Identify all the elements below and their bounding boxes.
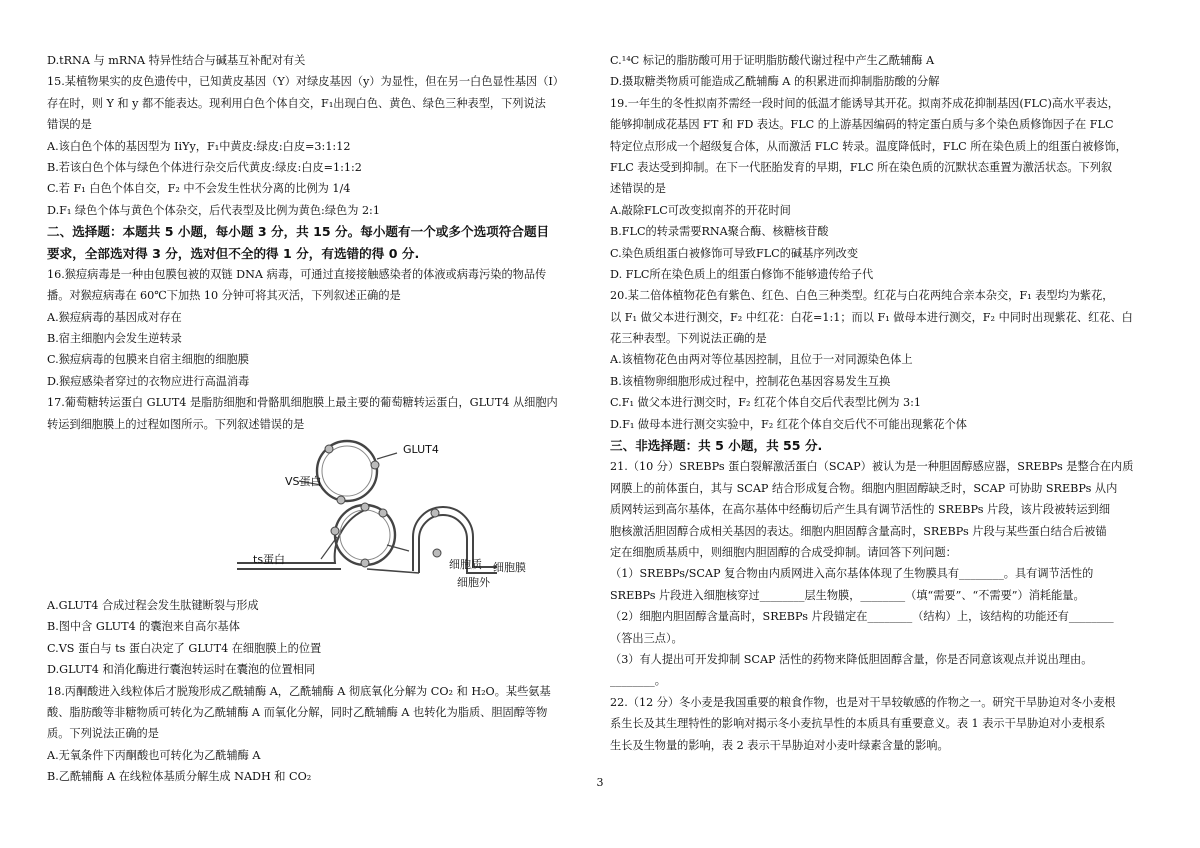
text-line: B.图中含 GLUT4 的囊泡来自高尔基体 bbox=[47, 620, 240, 634]
text-line: D.猴痘感染者穿过的衣物应进行高温消毒 bbox=[47, 374, 250, 388]
text-line: 系生长及其生理特性的影响对揭示冬小麦抗旱性的本质具有重要意义。表 1 表示干旱胁迫对小麦根系 bbox=[610, 717, 1106, 731]
text-line: 能够抑制成花基因 FT 和 FD 表达。FLC 的上游基因编码的特定蛋白质与多个染色质修饰因子在 FLC bbox=[610, 118, 1114, 132]
text-line: B.FLC的转录需要RNA聚合酶、核糖核苷酸 bbox=[610, 225, 829, 239]
text-line: 18.丙酮酸进入线粒体后才脱羧形成乙酰辅酶 A，乙酰辅酶 A 彻底氧化分解为 CO₂ 和 H₂O。某些氨基 bbox=[47, 684, 551, 698]
text-line: A.该白色个体的基因型为 IiYy，F₁中黄皮:绿皮:白皮=3:1:12 bbox=[47, 139, 351, 153]
text-line: 转运到细胞膜上的过程如图所示。下列叙述错误的是 bbox=[47, 417, 305, 431]
text-line: C.¹⁴C 标记的脂肪酸可用于证明脂肪酸代谢过程中产生乙酰辅酶 A bbox=[610, 54, 935, 67]
glut4-transport-figure bbox=[47, 435, 590, 595]
text-line: 播。对猴痘病毒在 60℃下加热 10 分钟可将其灭活，下列叙述正确的是 bbox=[47, 289, 401, 303]
text-line: 网膜上的前体蛋白，其与 SCAP 结合形成复合物。细胞内胆固醇缺乏时，SCAP 可协助 SREBPs 从内 bbox=[610, 481, 1118, 495]
right-column bbox=[610, 50, 1155, 756]
text-line: A.敲除FLC可改变拟南芥的开花时间 bbox=[610, 203, 791, 217]
text-line: C.猴痘病毒的包膜来自宿主细胞的细胞膜 bbox=[47, 353, 249, 367]
text-line: D.tRNA 与 mRNA 特异性结合与碱基互补配对有关 bbox=[47, 54, 306, 67]
text-line: D.GLUT4 和消化酶进行囊泡转运时在囊泡的位置相同 bbox=[47, 663, 316, 677]
text-line: SREBPs 片段进入细胞核穿过________层生物膜，________（填“需要”、“不需要”）消耗能量。 bbox=[610, 588, 1085, 602]
text-line: FLC 表达受到抑制。在下一代胚胎发育的早期，FLC 所在染色质的沉默状态重置为激活状态。下列叙 bbox=[610, 160, 1113, 174]
section-heading-line: 二、选择题：本题共 5 小题，每小题 3 分，共 15 分。每小题有一个或多个选项符合题目 bbox=[47, 224, 550, 240]
text-line: 20.某二倍体植物花色有紫色、红色、白色三种类型。红花与白花两纯合亲本杂交，F₁ 表型均为紫花， bbox=[610, 289, 1114, 303]
glut4-label: GLUT4 bbox=[403, 443, 439, 457]
text-line: D.F₁ 绿色个体与黄色个体杂交，后代表型及比例为黄色:绿色为 2:1 bbox=[47, 203, 380, 217]
text-line: 质网转运到高尔基体，在高尔基体中经酶切后产生具有调节活性的 SREBPs 片段，该片段被转运到细 bbox=[610, 503, 1111, 517]
text-line: 15.某植物果实的皮色遗传中，已知黄皮基因（Y）对绿皮基因（y）为显性，但在另一白色显性基因（I） bbox=[47, 75, 564, 89]
text-line: （2）细胞内胆固醇含量高时，SREBPs 片段锚定在________（结构）上，该结构的功能还有________ bbox=[610, 610, 1114, 624]
text-line: A.该植物花色由两对等位基因控制，且位于一对同源染色体上 bbox=[610, 353, 913, 367]
text-line: A.无氧条件下丙酮酸也可转化为乙酰辅酶 A bbox=[47, 748, 261, 762]
text-line: 21.（10 分）SREBPs 蛋白裂解激活蛋白（SCAP）被认为是一种胆固醇感应器，SREBPs 是整合在内质 bbox=[610, 460, 1134, 474]
text-line: （3）有人提出可开发抑制 SCAP 活性的药物来降低胆固醇含量，你是否同意该观点并说出理由。 bbox=[610, 652, 1093, 666]
page-number: 3 bbox=[596, 776, 604, 789]
membrane-label: 细胞膜 bbox=[493, 561, 526, 575]
text-line: 酸、脂肪酸等非糖物质可转化为乙酰辅酶 A 而氧化分解，同时乙酰辅酶 A 也转化为脂质、胆固醇等物 bbox=[47, 705, 548, 719]
text-line: 质。下列说法正确的是 bbox=[47, 727, 159, 741]
text-line: D. FLC所在染色质上的组蛋白修饰不能够遗传给子代 bbox=[610, 267, 874, 281]
text-line: C.若 F₁ 白色个体自交，F₂ 中不会发生性状分离的比例为 1/4 bbox=[47, 182, 351, 196]
text-line: B.若该白色个体与绿色个体进行杂交后代黄皮:绿皮:白皮=1:1:2 bbox=[47, 160, 362, 174]
text-line: C.染色质组蛋白被修饰可导致FLC的碱基序列改变 bbox=[610, 246, 859, 260]
text-line: 16.猴痘病毒是一种由包膜包被的双链 DNA 病毒，可通过直接接触感染者的体液或病毒污染的物品传 bbox=[47, 267, 547, 281]
outside-cell-label: 细胞外 bbox=[457, 576, 490, 590]
text-line: B.宿主细胞内会发生逆转录 bbox=[47, 332, 182, 346]
text-line: D.摄取糖类物质可能造成乙酰辅酶 A 的积累进而抑制脂肪酸的分解 bbox=[610, 75, 940, 89]
text-line: A.猴痘病毒的基因成对存在 bbox=[47, 310, 182, 324]
text-line: ________。 bbox=[610, 674, 666, 688]
text-line: C.F₁ 做父本进行测交时，F₂ 红花个体自交后代表型比例为 3:1 bbox=[610, 396, 922, 410]
text-line: 特定位点形成一个超级复合体，从而激活 FLC 转录。温度降低时，FLC 所在染色质上的组蛋白被修饰， bbox=[610, 139, 1127, 153]
text-line: 花三种表型。下列说法正确的是 bbox=[610, 332, 767, 346]
text-line: 定在细胞质基质中，则细胞内胆固醇的合成受抑制。请回答下列问题： bbox=[610, 545, 957, 559]
text-line: B.该植物卵细胞形成过程中，控制花色基因容易发生互换 bbox=[610, 374, 891, 388]
text-line: 述错误的是 bbox=[610, 182, 666, 196]
text-line: 存在时，则 Y 和 y 都不能表达。现利用白色个体自交，F₁出现白色、黄色、绿色三种表型，下列说法 bbox=[47, 96, 546, 110]
vs-protein-label: VS蛋白 bbox=[285, 475, 322, 489]
cytoplasm-label: 细胞质 bbox=[449, 558, 482, 572]
text-line: （答出三点）。 bbox=[610, 631, 683, 645]
text-line: D.F₁ 做母本进行测交实验中，F₂ 红花个体自交后代不可能出现紫花个体 bbox=[610, 417, 967, 431]
section-heading-line: 三、非选择题：共 5 小题，共 55 分. bbox=[610, 438, 823, 454]
ts-protein-label: ts蛋白 bbox=[253, 553, 286, 567]
text-line: A.GLUT4 合成过程会发生肽键断裂与形成 bbox=[47, 599, 259, 613]
text-line: 17.葡萄糖转运蛋白 GLUT4 是脂肪细胞和骨骼肌细胞膜上最主要的葡萄糖转运蛋白，GLUT4 从细胞内 bbox=[47, 396, 558, 410]
text-line: 生长及生物量的影响，表 2 表示干旱胁迫对小麦叶绿素含量的影响。 bbox=[610, 738, 949, 752]
text-line: C.VS 蛋白与 ts 蛋白决定了 GLUT4 在细胞膜上的位置 bbox=[47, 641, 322, 655]
text-line: B.乙酰辅酶 A 在线粒体基质分解生成 NADH 和 CO₂ bbox=[47, 770, 312, 784]
section-heading-line: 要求，全部选对得 3 分，选对但不全的得 1 分，有选错的得 0 分. bbox=[47, 245, 420, 261]
text-line: 19.一年生的冬性拟南芥需经一段时间的低温才能诱导其开花。拟南芥成花抑制基因(FLC)高水平表达， bbox=[610, 96, 1119, 110]
text-line: 错误的是 bbox=[47, 118, 92, 132]
text-line: 胞核激活胆固醇合成相关基因的表达。细胞内胆固醇含量高时，SREBPs 片段与某些蛋白结合后被锚 bbox=[610, 524, 1107, 538]
text-line: 22.（12 分）冬小麦是我国重要的粮食作物，也是对干旱较敏感的作物之一。研究干旱胁迫对冬小麦根 bbox=[610, 695, 1116, 709]
left-column bbox=[47, 50, 590, 788]
text-line: 以 F₁ 做父本进行测交，F₂ 中红花：白花=1:1；而以 F₁ 做母本进行测交，F₂ 中同时出现紫花、红花、白 bbox=[610, 310, 1133, 324]
text-line: （1）SREBPs/SCAP 复合物由内质网进入高尔基体体现了生物膜具有________。具有调节活性的 bbox=[610, 567, 1094, 581]
